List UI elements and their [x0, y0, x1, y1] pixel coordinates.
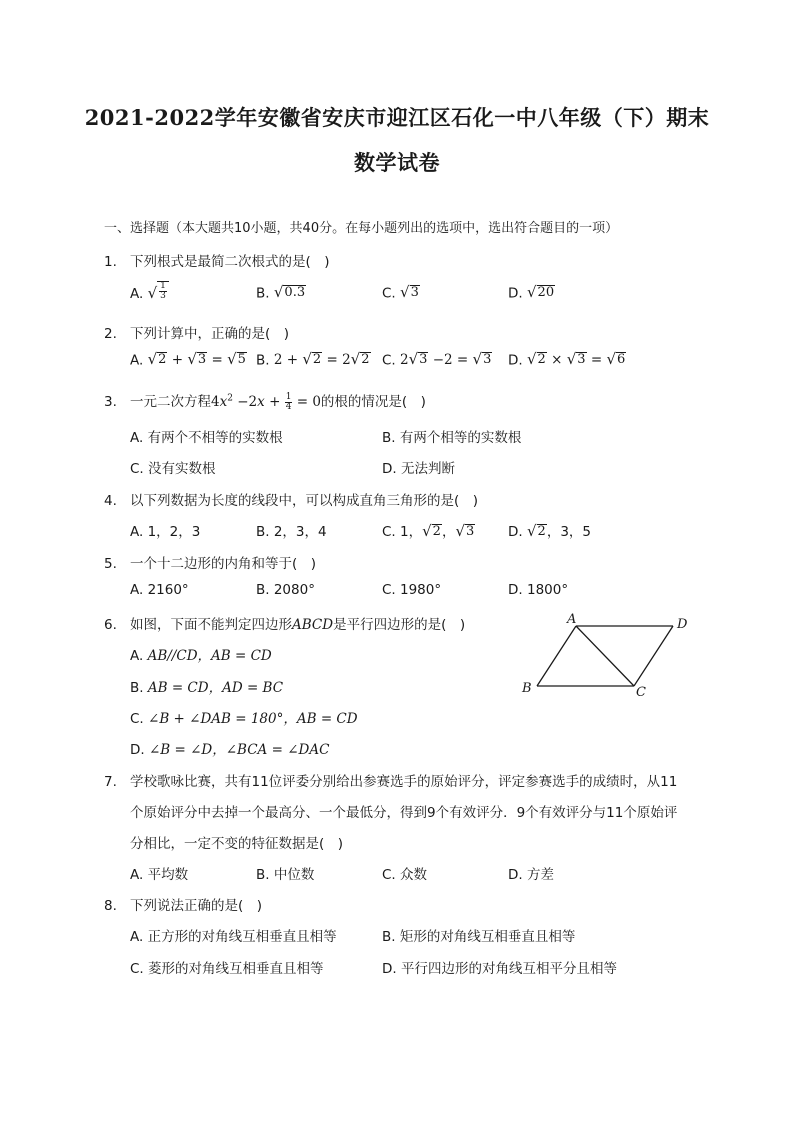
q3-option-b: B. 有两个相等的实数根: [382, 430, 522, 446]
segment-ac: [576, 626, 634, 686]
q1-option-d: D. √ 20: [508, 283, 555, 302]
q2-option-a: A. √ 2 + √ 3 = √ 5: [130, 350, 246, 369]
question-number: 7.: [104, 774, 117, 790]
q2-option-b: B. 2 + √ 2 = 2 √ 2: [256, 350, 370, 369]
q5-option-c: C. 1980°: [382, 582, 442, 598]
question-6: 6. 如图，下面不能判定四边形ABCD是平行四边形的是( ): [104, 617, 466, 633]
q5-option-a: A. 2160°: [130, 582, 189, 598]
q7-option-c: C. 众数: [382, 867, 428, 883]
question-number: 5.: [104, 556, 117, 572]
segment-dc: [634, 626, 673, 686]
equation: $4x^2 -2x$ + $\frac{1}{4}$ = 0: [211, 392, 321, 412]
question-number: 3.: [104, 394, 117, 410]
q1-option-b: B. √ 0.3: [256, 283, 306, 302]
question-2: [104, 322, 289, 342]
parallelogram-figure: [520, 608, 700, 700]
q6-option-a: A. AB//CD，AB = CD: [130, 648, 272, 664]
q4-option-b: B. 2，3，4: [256, 524, 327, 540]
question-text-line3: 分相比，一定不变的特征数据是( ): [130, 836, 344, 852]
sqrt-expression: √ 0.3: [273, 283, 306, 302]
sqrt-expression: √ 3: [400, 283, 419, 302]
sqrt-expression: √ $\frac{1}{3}$: [148, 281, 169, 301]
doc-title-line2: 数学试卷: [354, 150, 440, 175]
q8-option-d: D. 平行四边形的对角线互相平分且相等: [382, 961, 617, 977]
question-text-line1: 学校歌咏比赛，共有11位评委分别给出参赛选手的原始评分，评定参赛选手的成绩时，从11: [130, 774, 678, 790]
q8-option-c: C. 菱形的对角线互相垂直且相等: [130, 961, 324, 977]
q5-option-b: B. 2080°: [256, 582, 315, 598]
q6-option-d: D. ∠B = ∠D，∠BCA = ∠DAC: [130, 742, 330, 758]
question-8: [104, 894, 262, 914]
q1-option-a: A. √ $\frac{1}{3}$: [130, 281, 169, 302]
q3-option-a: A. 有两个不相等的实数根: [130, 430, 283, 446]
q4-option-c: C. 1， √ 2 ， √ 3: [382, 522, 475, 540]
question-number: 1.: [104, 254, 117, 270]
question-text: 下列计算中，正确的是( ): [130, 326, 290, 342]
q3-option-d: D. 无法判断: [382, 461, 455, 477]
sqrt-expression: √ 20: [526, 283, 555, 302]
question-text: 下列根式是最简二次根式的是( ): [130, 254, 330, 270]
question-5: [104, 552, 316, 572]
question-number: 4.: [104, 493, 117, 509]
question-number: 8.: [104, 898, 117, 914]
q4-option-d: D. √ 2 ，3，5: [508, 522, 592, 540]
q6-option-c: C. ∠B + ∠DAB = 180°，AB = CD: [130, 711, 358, 727]
vertex-label-c: C: [636, 685, 646, 700]
vertex-label-d: D: [677, 617, 688, 632]
section-heading: 一、选择题（本大题共10小题，共40分。在每小题列出的选项中，选出符合题目的一项）: [104, 221, 619, 236]
vertex-label-a: A: [567, 612, 577, 627]
q3-option-c: C. 没有实数根: [130, 461, 216, 477]
q2-option-d: D. √ 2 × √ 3 = √ 6: [508, 350, 626, 369]
q5-option-d: D. 1800°: [508, 582, 569, 598]
question-4: [104, 489, 478, 509]
q2-option-c: C. 2 √ 3 −2 = √ 3: [382, 350, 492, 369]
question-number: 6.: [104, 617, 117, 633]
question-number: 2.: [104, 326, 117, 342]
q4-option-a: A. 1，2，3: [130, 524, 201, 540]
vertex-label-b: B: [522, 681, 532, 696]
q1-option-c: C. √ 3: [382, 283, 419, 302]
q7-option-d: D. 方差: [508, 867, 554, 883]
q6-option-b: B. AB = CD，AD = BC: [130, 680, 284, 696]
q8-option-a: A. 正方形的对角线互相垂直且相等: [130, 929, 337, 945]
segment-ab: [537, 626, 576, 686]
doc-title-line1: 2021-2022学年安徽省安庆市迎江区石化一中八年级（下）期末: [84, 105, 710, 130]
question-1: [104, 250, 330, 270]
q8-option-b: B. 矩形的对角线互相垂直且相等: [382, 929, 576, 945]
question-3: 3. 一元二次方程$4x^2 -2x$ + $\frac{1}{4}$ = 0的根的情况是( ): [104, 392, 426, 412]
q7-option-b: B. 中位数: [256, 867, 315, 883]
q7-option-a: A. 平均数: [130, 867, 189, 883]
question-text-line2: 个原始评分中去掉一个最高分、一个最低分，得到9个有效评分．9个有效评分与11个原始评: [130, 805, 678, 821]
question-text: 下列说法正确的是( ): [130, 898, 263, 914]
question-text: 以下列数据为长度的线段中，可以构成直角三角形的是( ): [130, 493, 479, 509]
question-7: [104, 770, 677, 790]
question-text: 一个十二边形的内角和等于( ): [130, 556, 317, 572]
